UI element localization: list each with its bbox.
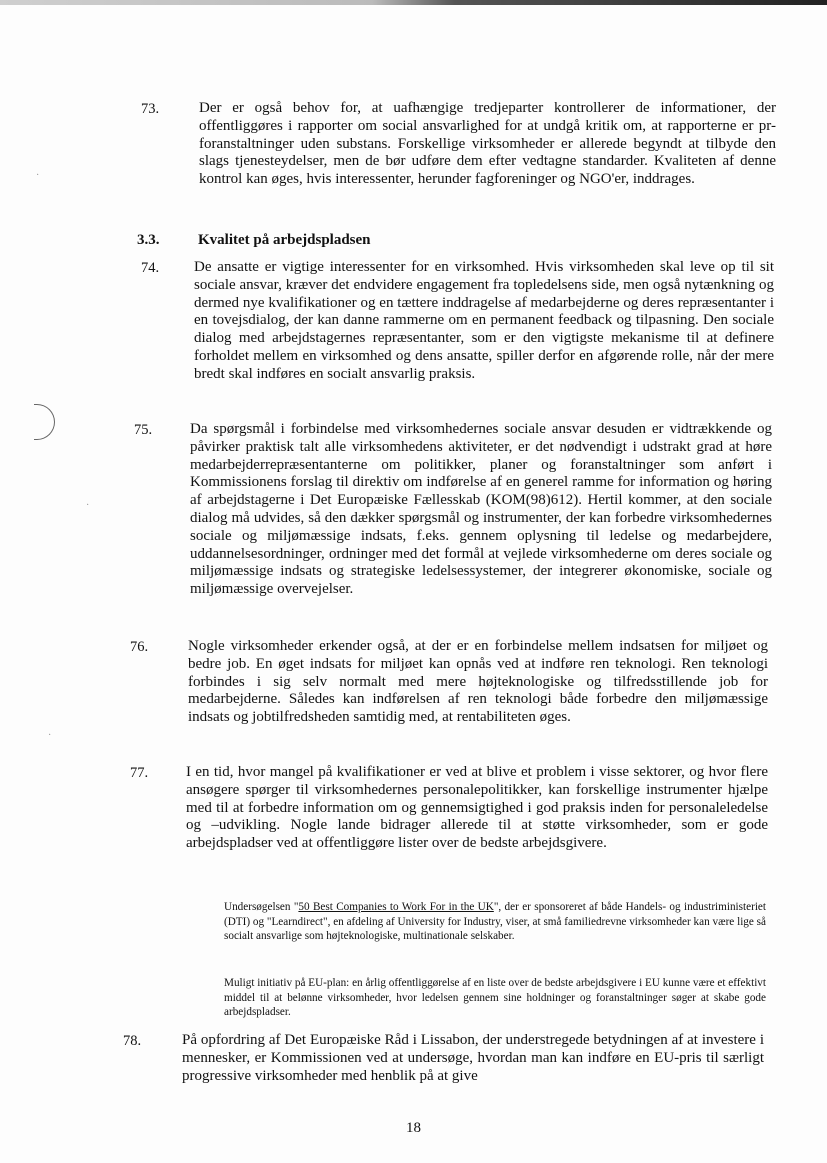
paragraph-number: 73. [141,101,160,117]
paragraph-number: 74. [141,260,160,276]
paragraph-number: 76. [130,639,149,655]
paragraph-number: 75. [134,422,153,438]
margin-speck: · [36,170,40,181]
paragraph-number: 78. [123,1033,142,1049]
initiative-box: Muligt initiativ på EU-plan: en årlig offentliggørelse af en liste over de bedste arbejdsgivere i EU kunne være et effektivt middel til at belønne virksomheder, hvor ledelsen gennem sine holdninger og foranstaltninger søger at skabe gode arbejdspladser. [224,977,766,1019]
margin-bracket-mark [34,404,55,440]
example-box [224,900,766,944]
margin-speck: · [48,730,52,741]
example-box-body: ", der er sponsoreret af både Handels- og industriministeriet (DTI) og "Learndirect", en afdeling af University for Industry, viser, at små familiedrevne virksomheder kan være lige så socialt ansvarlige som højteknologiske, multinationale selskaber. [224,901,767,943]
paragraph-text: Da spørgsmål i forbindelse med virksomhedernes sociale ansvar desuden er vidtrækkende og påvirker praktisk talt alle virksomhedens aktiviteter, er det nødvendigt i udstrakt grad at høre medarbejderrepræsentanterne om politikker, planer og foranstaltninger som anført i Kommissionens forslag til direktiv om indførelse af en generel ramme for information og høring af arbejdstagerne i Det Europæiske Fællesskab (KOM(98)612). Hertil kommer, at den sociale dialog må udvides, så den dækker spørgsmål og instrumenter, der kan forbedre virksomhedernes sociale og miljømæssige indsats, f.eks. gennem oplysning til ledelse og medarbejdere, uddannelsesordninger, ordninger med det formål at vejlede virksomhederne om deres sociale og miljømæssige indsats og strategiske ledelsessystemer, der integrerer økonomiske, sociale og miljømæssige overvejelser. [190,421,772,598]
section-number: 3.3. [137,232,160,248]
paragraph-text: De ansatte er vigtige interessenter for en virksomhed. Hvis virksomheden skal leve op til sit sociale ansvar, kræver det endvidere engagement fra topledelsens side, men også nytænkning og dermed nye kvalifikationer og en tættere inddragelse af medarbejderne og deres repræsentanter i en tovejsdialog, der kan danne rammerne om en permanent feedback og tilpasning. Den sociale dialog med arbejdstagernes repræsentanter, som er den vigtigste mekanisme til at definere forholdet mellem en virksomhed og dens ansatte, spiller derfor en afgørende rolle, når der mere bredt skal indføres en socialt ansvarlig praksis. [194,259,774,382]
paragraph-number: 77. [130,765,149,781]
paragraph-text: På opfordring af Det Europæiske Råd i Lissabon, der understregede betydningen af at investere i mennesker, er Kommissionen ved at undersøge, hvordan man kan indføre en EU-pris til særligt progressive virksomheder med henblik på at give [182,1032,764,1084]
margin-speck: · [86,500,90,511]
example-box-survey-title: 50 Best Companies to Work For in the UK [298,901,494,913]
paragraph-text: Der er også behov for, at uafhængige tredjeparter kontrollerer de informationer, der offentliggøres i rapporter om social ansvarlighed for at undgå kritik om, at rapporterne er pr-foranstaltninger uden substans. Forskellige virksomheder er allerede begyndt at tilbyde den slags tjenesteydelser, men de bør udføre dem efter vedtagne standarder. Kvaliteten af denne kontrol kan øges, hvis interessenter, herunder fagforeninger og NGO'er, inddrages. [199,100,776,188]
scan-top-edge [0,0,827,5]
paragraph-text: Nogle virksomheder erkender også, at der er en forbindelse mellem indsatsen for miljøet og bedre job. En øget indsats for miljøet kan opnås ved at indføre ren teknologi. Ren teknologi forbindes i sig selv normalt med mere højteknologiske og tilfredsstillende job for medarbejderne. Således kan indførelsen af ren teknologi både forbedre den miljømæssige indsats og jobtilfredsheden samtidig med, at rentabiliteten øges. [188,638,768,726]
example-box-intro: Undersøgelsen " [224,901,299,913]
paragraph-text: I en tid, hvor mangel på kvalifikationer er ved at blive et problem i visse sektorer, og hvor flere ansøgere spørger til virksomhedernes personalepolitikker, kan forskellige instrumenter hjælpe med til at forbedre information om og gennemsigtighed i god praksis inden for personaleledelse og –udvikling. Nogle lande bidrager allerede til at støtte virksomheder, som er gode arbejdspladser ved at offentliggøre lister over de bedste arbejdsgivere. [186,764,768,852]
section-title: Kvalitet på arbejdspladsen [198,232,371,248]
page-number: 18 [406,1120,421,1136]
